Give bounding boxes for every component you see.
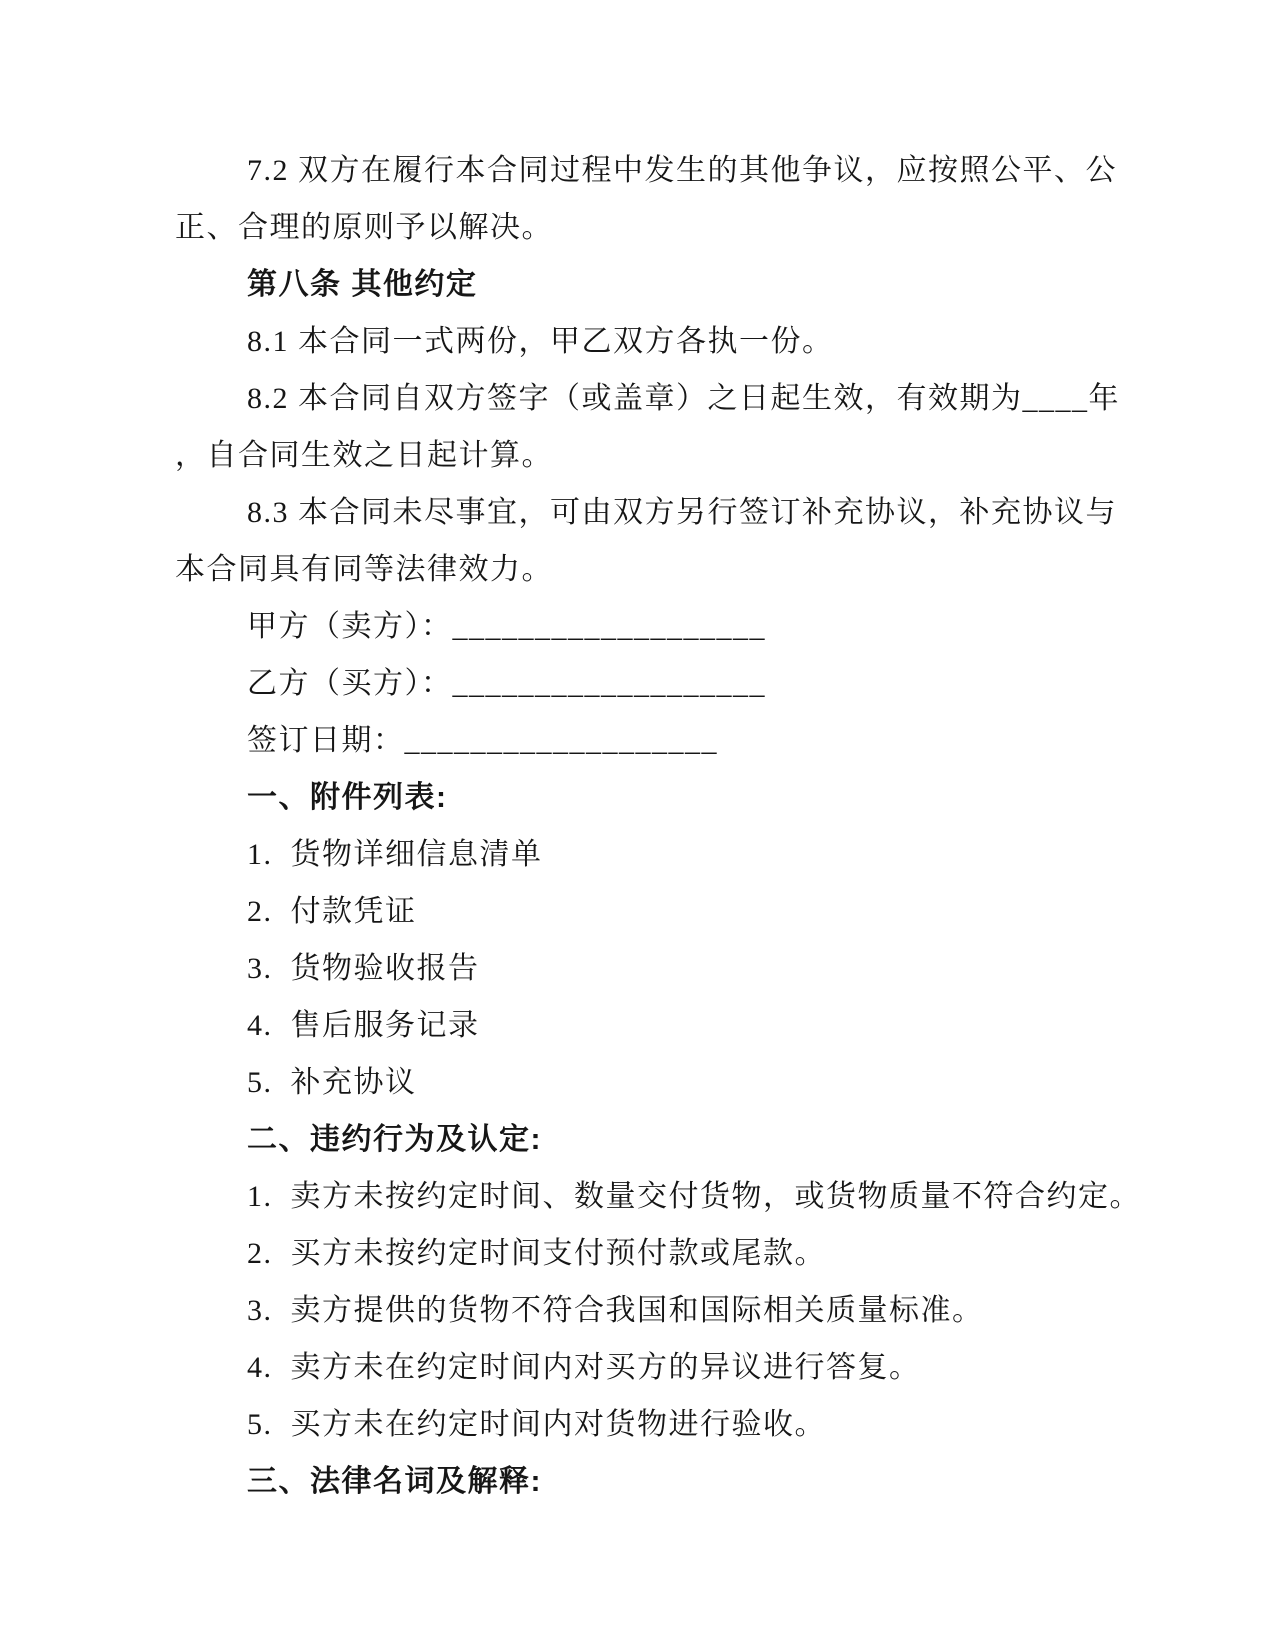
contract-body — [175, 142, 1141, 1510]
clause-8-1: 8.1 本合同一式两份，甲乙双方各执一份。 — [247, 325, 834, 358]
clause-8-2-line-2: ，自合同生效之日起计算。 — [175, 439, 553, 472]
clause-8-2-line-1: 8.2 本合同自双方签字（或盖章）之日起生效，有效期为____年 — [247, 382, 1120, 415]
heading-article-8: 第八条 其他约定 — [247, 268, 478, 301]
clause-8-3-line-2: 本合同具有同等法律效力。 — [175, 553, 553, 586]
attachment-item-3: 3. 货物验收报告 — [247, 952, 480, 985]
heading-breach-conduct: 二、违约行为及认定: — [247, 1123, 542, 1156]
breach-item-1: 1. 卖方未按约定时间、数量交付货物，或货物质量不符合约定。 — [247, 1180, 1141, 1213]
breach-item-3: 3. 卖方提供的货物不符合我国和国际相关质量标准。 — [247, 1294, 984, 1327]
attachment-item-5: 5. 补充协议 — [247, 1066, 417, 1099]
clause-7-2-line-1: 7.2 双方在履行本合同过程中发生的其他争议，应按照公平、公 — [247, 154, 1117, 187]
party-b-signature-line: 乙方（买方）：___________________ — [247, 667, 766, 700]
party-a-signature-line: 甲方（卖方）：___________________ — [247, 610, 766, 643]
heading-legal-terms: 三、法律名词及解释: — [247, 1465, 542, 1498]
attachment-item-1: 1. 货物详细信息清单 — [247, 838, 543, 871]
breach-item-5: 5. 买方未在约定时间内对货物进行验收。 — [247, 1408, 826, 1441]
clause-8-3-line-1: 8.3 本合同未尽事宜，可由双方另行签订补充协议，补充协议与 — [247, 496, 1117, 529]
attachment-item-4: 4. 售后服务记录 — [247, 1009, 480, 1042]
heading-attachment-list: 一、附件列表: — [247, 781, 448, 814]
attachment-item-2: 2. 付款凭证 — [247, 895, 417, 928]
breach-item-4: 4. 卖方未在约定时间内对买方的异议进行答复。 — [247, 1351, 921, 1384]
signing-date-line: 签订日期：___________________ — [247, 724, 718, 757]
breach-item-2: 2. 买方未按约定时间支付预付款或尾款。 — [247, 1237, 826, 1270]
clause-7-2-line-2: 正、合理的原则予以解决。 — [175, 211, 553, 244]
